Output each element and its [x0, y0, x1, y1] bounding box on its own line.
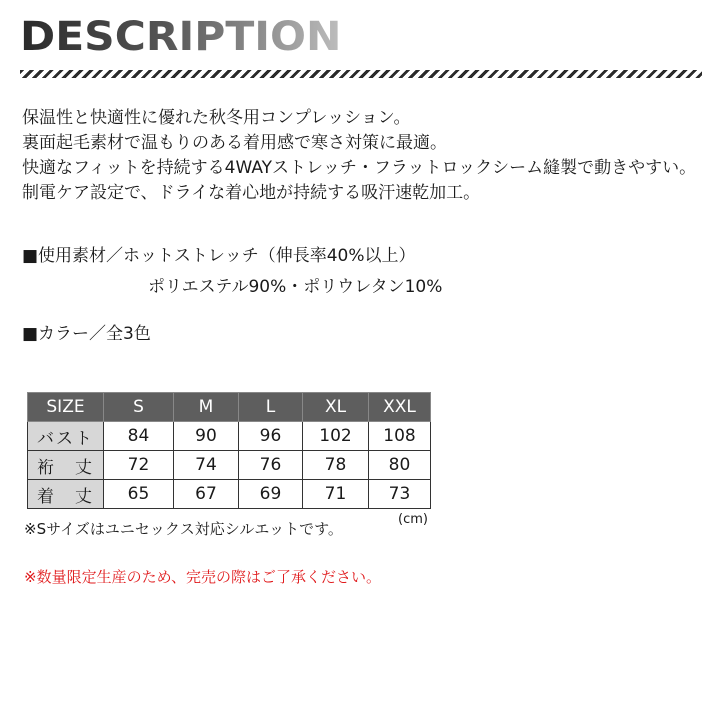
- size-header-cell: S: [104, 393, 174, 422]
- unit-label: (cm): [398, 512, 428, 527]
- striped-divider: [20, 70, 702, 78]
- table-cell: 72: [104, 451, 174, 480]
- table-cell: 78: [303, 451, 369, 480]
- material-line-2: ポリエステル90%・ポリウレタン10%: [148, 277, 443, 297]
- size-header-cell: M: [174, 393, 239, 422]
- size-header-cell: L: [239, 393, 303, 422]
- table-cell: 74: [174, 451, 239, 480]
- size-header-cell: XXL: [369, 393, 431, 422]
- size-table: [27, 392, 431, 509]
- description-line: 快適なフィットを持続する4WAYストレッチ・フラットロックシーム縫製で動きやすい。: [22, 158, 697, 178]
- row-label-length: 着 丈: [28, 480, 104, 509]
- limited-warning: ※数量限定生産のため、完売の際はご了承ください。: [24, 568, 381, 586]
- material-line-1: ■使用素材／ホットストレッチ（伸長率40%以上）: [22, 246, 416, 266]
- table-row: [28, 480, 431, 509]
- row-label-sleeve: 裄 丈: [28, 451, 104, 480]
- table-cell: 76: [239, 451, 303, 480]
- table-row: [28, 451, 431, 480]
- table-cell: 108: [369, 422, 431, 451]
- description-line: 制電ケア設定で、ドライな着心地が持続する吸汗速乾加工。: [22, 183, 481, 203]
- description-line: 裏面起毛素材で温もりのある着用感で寒さ対策に最適。: [22, 133, 447, 153]
- section-heading: DESCRIPTION: [20, 14, 342, 60]
- table-cell: 67: [174, 480, 239, 509]
- size-header-cell: SIZE: [28, 393, 104, 422]
- size-note: ※Sサイズはユニセックス対応シルエットです。: [24, 520, 343, 538]
- row-label-bust: バスト: [28, 422, 104, 451]
- table-cell: 90: [174, 422, 239, 451]
- color-info: ■カラー／全3色: [22, 324, 151, 344]
- size-header-row: [28, 393, 431, 422]
- table-cell: 80: [369, 451, 431, 480]
- table-cell: 69: [239, 480, 303, 509]
- table-cell: 65: [104, 480, 174, 509]
- table-cell: 96: [239, 422, 303, 451]
- size-header-cell: XL: [303, 393, 369, 422]
- table-cell: 73: [369, 480, 431, 509]
- table-row: [28, 422, 431, 451]
- description-text: [22, 106, 696, 206]
- table-cell: 84: [104, 422, 174, 451]
- table-cell: 71: [303, 480, 369, 509]
- description-line: 保温性と快適性に優れた秋冬用コンプレッション。: [22, 108, 411, 128]
- table-cell: 102: [303, 422, 369, 451]
